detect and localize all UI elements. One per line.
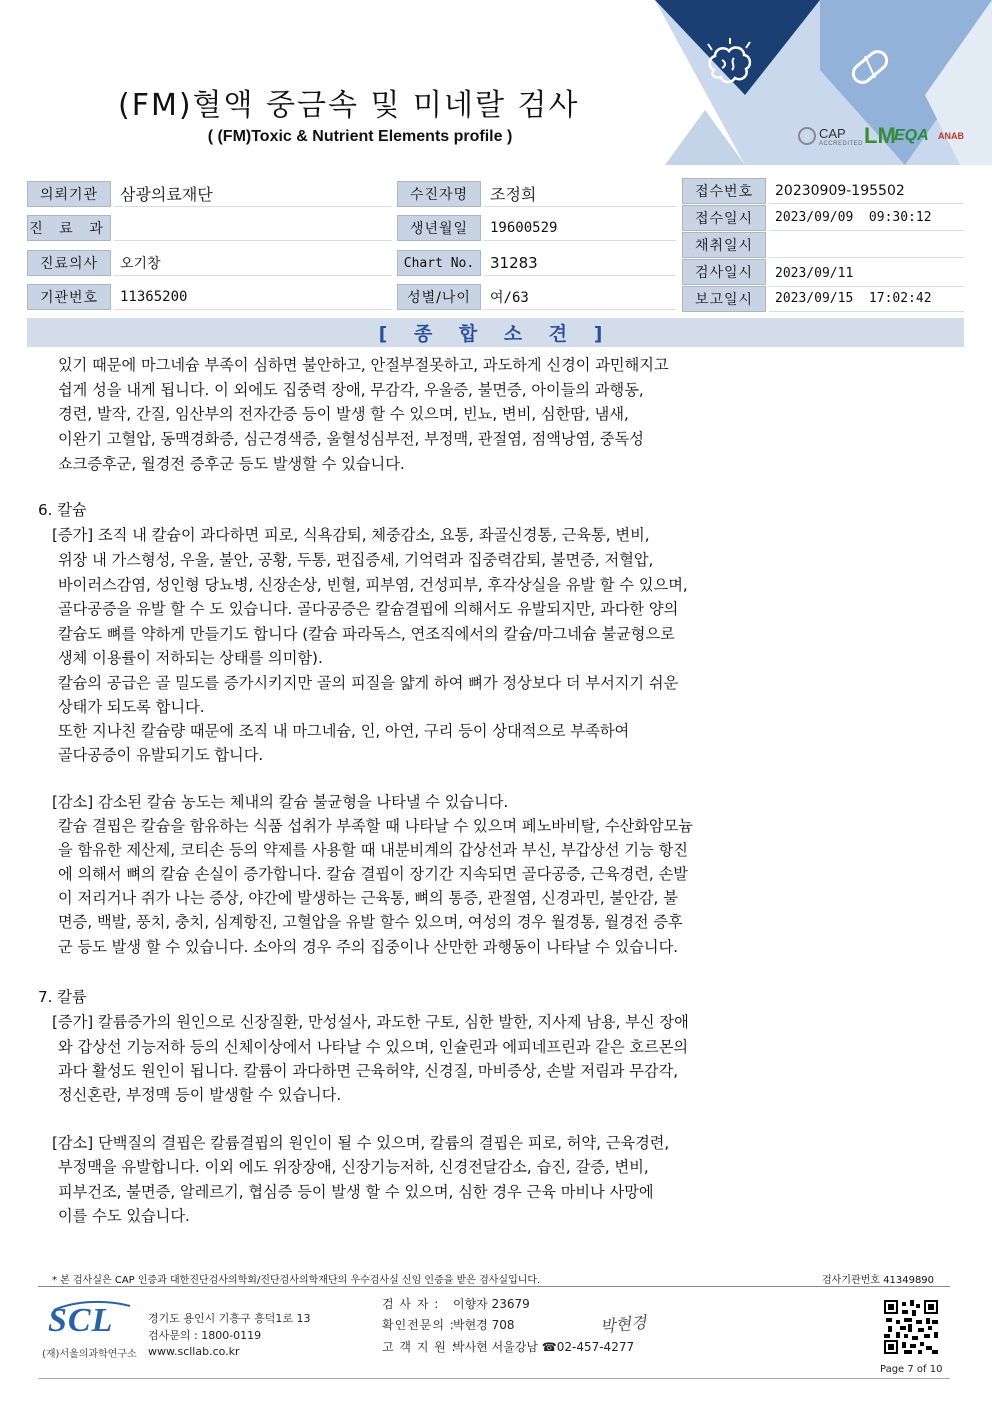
chart-no-label: Chart No. [397, 250, 481, 276]
recipient-value: 조정희 [484, 181, 676, 207]
accreditation-note: * 본 검사실은 CAP 인증과 대한진단검사의학회/진단검사의학재단의 우수검사실 신임 인증을 받은 검사실입니다. [52, 1275, 541, 1286]
receipt-date-label: 접수일시 [682, 205, 766, 231]
doctor-value: 오기창 [114, 250, 392, 276]
body-text-line: 위장 내 가스형성, 우울, 불안, 공황, 두통, 편집증세, 기억력과 집중력감퇴, 불면증, 저혈압, [58, 551, 654, 569]
anab-logo: ANAB [938, 131, 964, 141]
body-text-line: 과다 활성도 원인이 됩니다. 칼륨이 과다하면 근육허약, 신경질, 마비증상, 손발 저림과 무감각, [58, 1062, 679, 1080]
body-text-line: 칼슘 결핍은 칼슘을 함유하는 식품 섭취가 부족할 때 나타날 수 있으며 페노바비탈, 수산화암모늄 [58, 817, 693, 835]
bottom-divider [38, 1378, 950, 1379]
capsule-icon [845, 42, 895, 92]
body-text-line: 칼슘도 뼈를 약하게 만들기도 합니다 (칼슘 파라독스, 연조직에서의 칼슘/마그네슘 불균형으로 [58, 625, 675, 643]
institution-no-label: 기관번호 [27, 284, 111, 310]
body-text-line: 바이러스감염, 성인형 당뇨병, 신장손상, 빈혈, 피부염, 건성피부, 후각상실을 유발 할 수 있으며, [58, 576, 688, 594]
eqa-logo: EQA [894, 127, 929, 144]
department-value [114, 215, 392, 241]
website-link[interactable]: www.scllab.co.kr [148, 1345, 240, 1358]
brain-icon [700, 36, 760, 96]
address: 경기도 용인시 기흥구 흥덕1로 13 [148, 1312, 311, 1325]
tester-value: 이향자 23679 [453, 1297, 530, 1311]
confirmer-value: 박현경 708 [453, 1318, 515, 1332]
lm-logo: LM [864, 123, 896, 148]
tester-label: 검 사 자 : [382, 1297, 440, 1311]
receipt-date-value: 2023/09/09 09:30:12 [769, 205, 964, 231]
institution-no-value: 11365200 [114, 284, 392, 310]
collection-label: 채취일시 [682, 232, 766, 258]
body-text-line: 상태가 되도록 합니다. [58, 698, 205, 716]
body-text-line: 피부건조, 불면증, 알레르기, 협심증 등이 발생 할 수 있으며, 심한 경우 근육 마비나 사망에 [58, 1183, 654, 1201]
body-text-line: [감소] 감소된 칼슘 농도는 체내의 칼슘 불균형을 나타낼 수 있습니다. [52, 793, 509, 811]
sex-age-value: 여/63 [484, 284, 676, 310]
body-text-line: 골다공증을 유발 할 수 도 있습니다. 골다공증은 칼슘결핍에 의해서도 유발되지만, 과다한 양의 [58, 600, 679, 618]
scl-logo: SCL [48, 1302, 114, 1339]
body-text-line: [감소] 단백질의 결핍은 칼륨결핍의 원인이 될 수 있으며, 칼륨의 결핍은 피로, 허약, 근육경련, [52, 1134, 670, 1152]
body-text-line: 6. 칼슘 [38, 501, 87, 519]
report-subtitle: ( (FM)Toxic & Nutrient Elements profile ) [207, 128, 513, 145]
birth-label: 생년월일 [397, 215, 481, 241]
body-text-line: 이완기 고혈압, 동맥경화증, 심근경색증, 울혈성심부전, 부정맥, 관절염, 점액낭염, 중독성 [58, 430, 644, 448]
body-text-line: 7. 칼륨 [38, 988, 87, 1006]
support-label: 고 객 지 원 : [382, 1340, 457, 1354]
chart-no-value: 31283 [484, 250, 676, 276]
doctor-signature: 박현경 [599, 1312, 648, 1337]
summary-heading: [ 종 합 소 견 ] [27, 318, 964, 347]
footer-divider [38, 1286, 950, 1287]
institution-value: 삼광의료재단 [114, 181, 392, 207]
doctor-label: 진료의사 [27, 250, 111, 276]
body-text-line: 칼슘의 공급은 골 밀도를 증가시키지만 골의 피질을 얇게 하여 뼈가 정상보다 더 부서지기 쉬운 [58, 674, 679, 692]
body-text-line: 부정맥을 유발합니다. 이외 에도 위장장애, 신장기능저하, 신경전달감소, 습진, 갈증, 변비, [58, 1158, 649, 1176]
body-text-line: [증가] 조직 내 칼슘이 과다하면 피로, 식욕감퇴, 체중감소, 요통, 좌골신경통, 근육통, 변비, [52, 526, 650, 544]
body-text-line: 와 갑상선 기능저하 등의 신체이상에서 나타날 수 있으며, 인슐린과 에피네프린과 같은 호르몬의 [58, 1038, 689, 1056]
report-date-label: 보고일시 [682, 286, 766, 312]
body-text-line: [증가] 칼륨증가의 원인으로 신장질환, 만성설사, 과도한 구토, 심한 발한, 지사제 남용, 부신 장애 [52, 1013, 689, 1031]
body-text-line: 이를 수도 있습니다. [58, 1207, 190, 1225]
birth-value: 19600529 [484, 215, 676, 241]
department-label: 진 료 과 [27, 215, 111, 241]
org-name: (재)서울의과학연구소 [42, 1349, 137, 1360]
body-text-line: 쇼크증후군, 월경전 증후군 등도 발생할 수 있습니다. [58, 455, 405, 473]
report-title: (FM)혈액 중금속 및 미네랄 검사 [118, 88, 580, 123]
collection-value [769, 232, 964, 258]
recipient-label: 수진자명 [397, 181, 481, 207]
test-date-value: 2023/09/11 [769, 261, 964, 287]
confirmer-label: 확인전문의 : [382, 1318, 455, 1332]
sex-age-label: 성별/나이 [397, 284, 481, 310]
body-text-line: 생체 이용률이 저하되는 상태를 의미함). [58, 649, 323, 667]
body-text-line: 면증, 백발, 풍치, 충치, 심계항진, 고혈압을 유발 할수 있으며, 여성의 경우 월경통, 월경전 증후 [58, 913, 683, 931]
report-date-value: 2023/09/15 17:02:42 [769, 286, 964, 312]
body-text-line: 에 의해서 뼈의 칼슘 손실이 증가합니다. 칼슘 결핍이 장기간 지속되면 골다공증, 근육경련, 손발 [58, 865, 688, 883]
body-text-line: 군 등도 발생 할 수 있습니다. 소아의 경우 주의 집중이나 산만한 과행동이 나타날 수 있습니다. [58, 938, 679, 956]
scl-logo-swoosh [52, 1300, 132, 1312]
cap-logo: CAP ACCREDITED [798, 122, 863, 150]
qr-code-icon [884, 1300, 938, 1354]
institution-label: 의뢰기관 [27, 181, 111, 207]
body-text-line: 쉽게 성을 내게 됩니다. 이 외에도 집중력 장애, 무감각, 우울증, 불면증, 아이들의 과행동, [58, 381, 644, 399]
body-text-line: 이 저리거나 쥐가 나는 증상, 야간에 발생하는 근육통, 뼈의 통증, 관절염, 신경과민, 불안감, 불 [58, 889, 678, 907]
inquiry-phone: 검사문의 : 1800-0119 [148, 1329, 262, 1342]
support-value: 박사현 서울강남 ☎02-457-4277 [453, 1340, 635, 1354]
body-text-line: 을 함유한 제산제, 코티손 등의 약제를 사용할 때 내분비계의 갑상선과 부신, 부갑상선 기능 항진 [58, 841, 688, 859]
page-number: Page 7 of 10 [880, 1364, 943, 1375]
body-text-line: 있기 때문에 마그네슘 부족이 심하면 불안하고, 안절부절못하고, 과도하게 신경이 과민해지고 [58, 356, 669, 374]
lab-number: 검사기관번호 41349890 [822, 1275, 935, 1286]
body-text-line: 경련, 발작, 간질, 임산부의 전자간증 등이 발생 할 수 있으며, 빈뇨, 변비, 심한땀, 냄새, [58, 405, 629, 423]
receipt-no-label: 접수번호 [682, 178, 766, 204]
test-date-label: 검사일시 [682, 259, 766, 285]
cap-badge-icon [798, 127, 816, 145]
body-text-line: 골다공증이 유발되기도 합니다. [58, 746, 264, 764]
receipt-no-value: 20230909-195502 [769, 178, 964, 204]
body-text-line: 정신혼란, 부정맥 등이 발생할 수 있습니다. [58, 1086, 342, 1104]
body-text-line: 또한 지나친 칼슘량 때문에 조직 내 마그네슘, 인, 아연, 구리 등이 상대적으로 부족하여 [58, 722, 630, 740]
